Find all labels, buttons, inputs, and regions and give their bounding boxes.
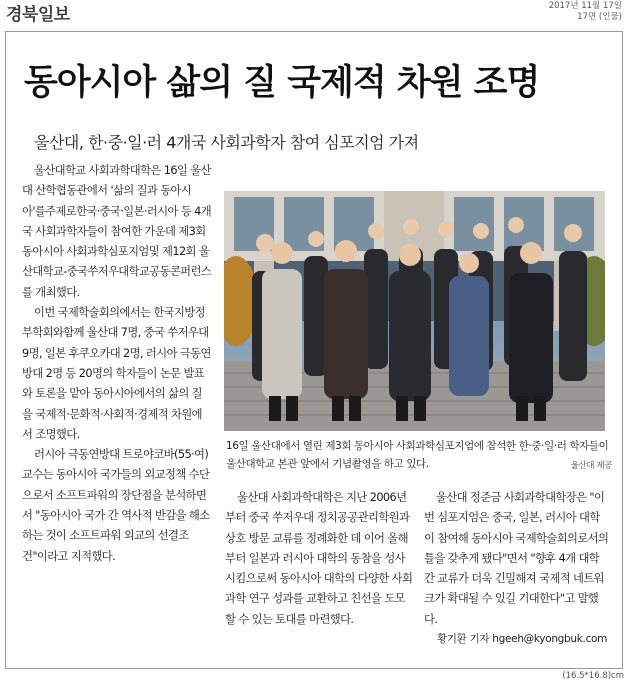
- dateline: [549, 1, 622, 23]
- clipping-size-note: (16.5*16.8)cm: [562, 671, 624, 681]
- body-column-1: [22, 161, 212, 567]
- body-column-2: [225, 488, 415, 630]
- paragraph: 울산대학교 사회과학대학은 16일 울산대 산학협동관에서 '삶의 질과 동아시아'를주제로한국·중국·일본·러시아 등 4개국 사회과학자들이 참여한 가운데 제3회 동아시아 사회과학심포지엄및 제12회 울산대학교-중국쑤저우대학교공동콘퍼런스를 개최했다.: [22, 164, 212, 299]
- photo-credit: 울산대 제공: [570, 461, 612, 471]
- paragraph: 울산대 정준금 사회과학대학장은 "이번 심포지엄은 중국, 일본, 러시아 대학이 참여해 동아시아 국제학술회의로서의 틀을 갖추게 됐다"면서 "향후 4개 대학 간 교류가 더욱 긴밀해져 국제적 네트워크가 확대될 수 있길 기대한다"고 말했다.: [424, 491, 609, 626]
- page-section: 17면 (인물): [577, 12, 622, 22]
- article-headline: 동아시아 삶의 질 국제적 차원 조명: [24, 62, 540, 103]
- publication-date: 2017년 11월 17일: [548, 1, 622, 11]
- article-subhead: 울산대, 한·중·일·러 4개국 사회과학자 참여 심포지엄 가져: [34, 133, 419, 152]
- group-photo: [224, 191, 605, 431]
- paragraph: 러시아 극동연방대 트로야코바(55·여) 교수는 동아시아 국가들의 외교정책 수단으로서 소프트파워의 장단점을 분석하면서 "동아시아 국가 간 역사적 반감을 해소하는 것이 소프트파워 외교의 선결조건"이라고 지적했다.: [22, 448, 210, 563]
- body-column-3: [424, 488, 609, 630]
- reporter-byline: 황기환 기자 hgeeh@kyongbuk.com: [437, 633, 608, 645]
- photo-caption: [226, 437, 612, 475]
- paragraph: 울산대 사회과학대학은 지난 2006년부터 중국 쑤저우대 정치공공관리학원과 상호 방문 교류를 정례화한 데 이어 올해부터 일본과 러시아 대학의 동참을 성사시킴으로써 동아시아 대학의 다양한 사회과학 연구 성과를 교환하고 친선을 도모할 수 있는 토대를 마련했다.: [225, 491, 413, 626]
- paragraph: 이번 국제학술회의에서는 한국지방정부학회와함께 울산대 7명, 중국 쑤저우대 9명, 일본 후쿠오카대 2명, 러시아 극동연방대 2명 등 20명의 학자들이 논문 발표와 토론을 맡아 동아시아에서의 삶의 질을 국제적·문화적·사회적·경제적 차원에서 조명했다.: [22, 306, 211, 441]
- group-photo-image: [224, 191, 605, 431]
- masthead-logo: 경북일보: [6, 5, 70, 25]
- caption-text: 16일 울산대에서 열린 제3회 동아시아 사회과학심포지엄에 참석한 한·중·일·러 학자들이 울산대학교 본관 앞에서 기념촬영을 하고 있다.: [226, 440, 609, 470]
